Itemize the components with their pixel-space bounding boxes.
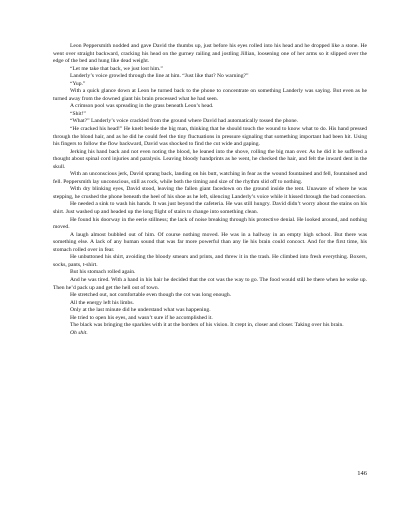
paragraph-14: He found his doorway in the eerie stillness; the lack of noise breaking through his protective denial. He looked around, and nothing moved. xyxy=(53,216,367,231)
paragraph-20: All the energy left his limbs. xyxy=(70,299,134,306)
paragraph-23: The black was bringing the sparkles with it at the borders of his vision. It crept in, closer and closer. Taking over his brain. xyxy=(70,322,344,329)
paragraph-13: He needed a sink to wash his hands. It was just beyond the cafeteria. He was still hungry. David didn’t worry about the stains on his shirt. Just washed up and headed up the long flight of stairs to change into something clean. xyxy=(53,201,367,216)
paragraph-10: Jerking his hand back and not even noting the blood, he leaned into the shove, rolling the big man over. As he did it he suffered a thought about spinal cord injuries and paralysis. Leaving bloody handprints as he went, he checked the hair, and felt the inward dent in the skull. xyxy=(53,148,367,170)
paragraph-2: “Let me take that back, we just lost him.” xyxy=(70,65,163,72)
paragraph-6: A crimson pool was spreading in the grass beneath Leon’s head. xyxy=(70,103,214,110)
paragraph-18: And he was tired. With a hand in his hair he decided that the cot was the way to go. The food would still be there when he woke up. Then he’d pack up and get the hell out of town. xyxy=(53,276,367,291)
closing-line: Oh shit. xyxy=(70,329,88,336)
body-text xyxy=(53,43,367,337)
paragraph-15: A laugh almost bubbled out of him. Of course nothing moved. He was in a hallway in an empty high school. But there was something else. A lack of any human sound that was far more powerful than any lie his brain could concoct. And for the first time, his stomach rolled over in fear. xyxy=(53,231,367,253)
paragraph-3: Landerly’s voice growled through the line at him. “Just like that? No warning?” xyxy=(70,73,249,80)
paragraph-4: “Yup.” xyxy=(70,80,86,87)
paragraph-22: He tried to open his eyes, and wasn’t sure if he accomplished it. xyxy=(70,314,213,321)
paragraph-17: But his stomach rolled again. xyxy=(70,269,136,276)
paragraph-19: He stretched out, not comfortable even though the cot was long enough. xyxy=(70,292,232,299)
paragraph-21: Only at the last minute did he understand what was happening. xyxy=(70,307,211,314)
paragraph-1: Leon Peppersmith nodded and gave David the thumbs up, just before his eyes rolled into his head and he dropped like a stone. He went over straight backward, cracking his head on the gurney railing and jostling Jillian, loosening one of her arms so it slipped over the edge of the bed and hung like dead weight. xyxy=(53,43,367,65)
paragraph-8: “What?” Landerly’s voice crackled from the ground where David had automatically tossed the phone. xyxy=(70,118,299,125)
paragraph-7: “Shit!” xyxy=(70,110,86,117)
paragraph-11: With an unconscious jerk, David sprang back, landing on his butt, watching in fear as the wound fountained and fell, fountained and fell. Peppersmith lay unconscious, still as rock, while both the timing and size of the rhythm slid off to nothing. xyxy=(53,171,367,185)
paragraph-5: With a quick glance down at Leon he turned back to the phone to concentrate on something Landerly was saying. But even as he turned away from the downed giant his brain processed what he had seen. xyxy=(53,88,367,102)
paragraph-9: “He cracked his head!” He knelt beside the big man, thinking that he should touch the wound to know what to do. His hand pressed through the blond hair, and as he did he could feel the tiny fluctuations in pressure signaling that something important had been hit. Using his fingers to follow the flow backward, David was shocked to find the cut wide and gaping. xyxy=(53,126,367,148)
paragraph-24 xyxy=(53,330,367,338)
paragraph-12: With dry blinking eyes, David stood, leaving the fallen giant facedown on the ground inside the tent. Unaware of where he was stepping, he crushed the phone beneath the heel of his shoe as he left, silencing Landerly’s voice while it hissed through the bad connection. xyxy=(53,186,367,200)
page-number: 146 xyxy=(357,470,367,477)
paragraph-16: He unbuttoned his shirt, avoiding the bloody smears and prints, and threw it in the trash. He climbed into fresh everything. Boxers, socks, pants, t-shirt. xyxy=(53,254,367,268)
